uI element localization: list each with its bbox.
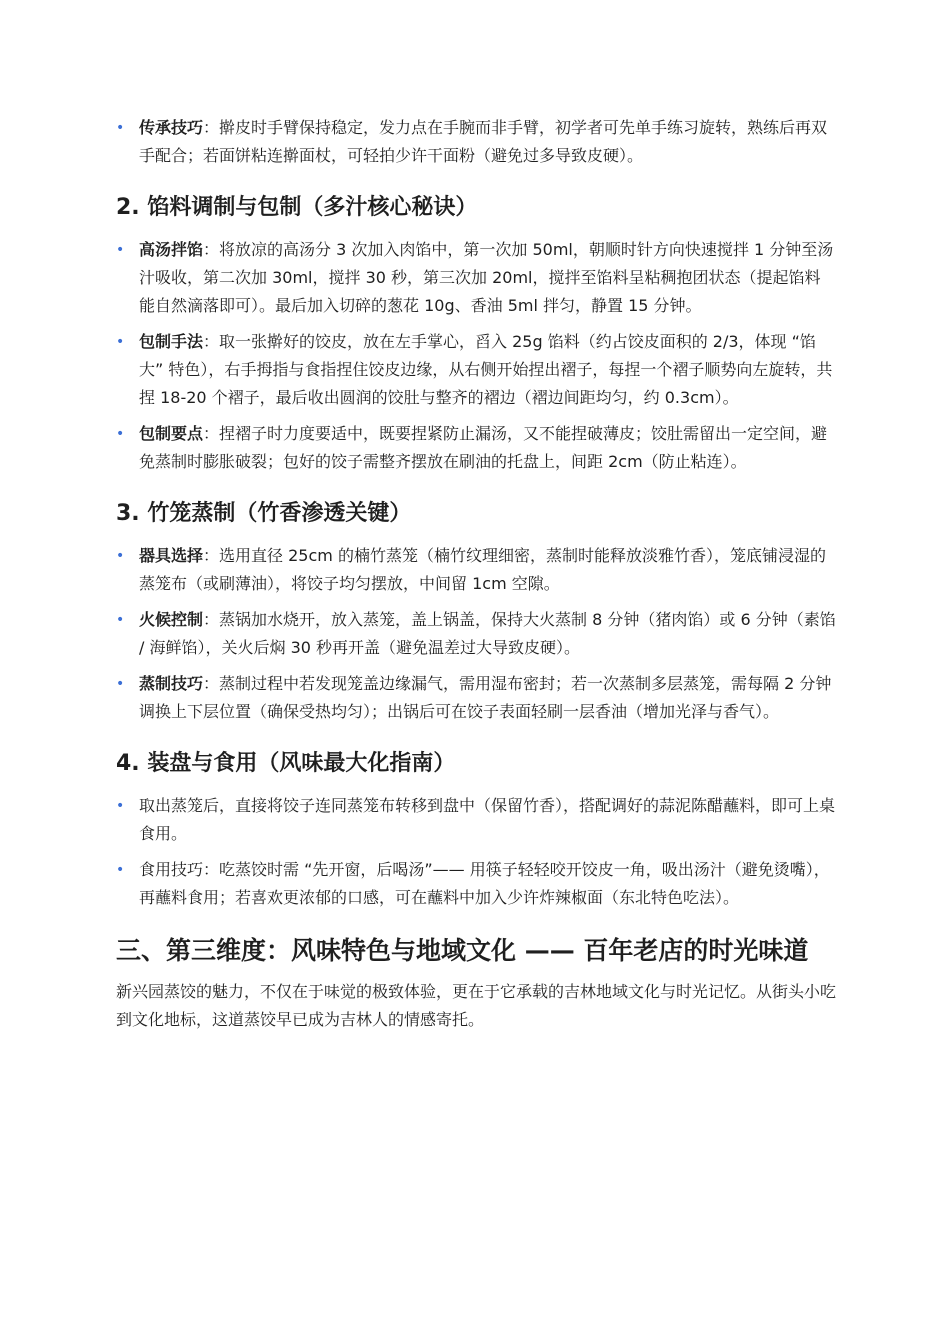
item-text: 蒸锅加水烧开，放入蒸笼，盖上锅盖，保持大火蒸制 8 分钟（猪肉馅）或 6 分钟（素馅 / 海鲜馅），关火后焖 30 秒再开盖（避免温差过大导致皮硬）。 [139, 610, 836, 657]
list-item: • 火候控制：蒸锅加水烧开，放入蒸笼，盖上锅盖，保持大火蒸制 8 分钟（猪肉馅）或 6 分钟（素馅 / 海鲜馅），关火后焖 30 秒再开盖（避免温差过大导致皮硬）。 [116, 606, 836, 662]
item-label: 火候控制 [139, 610, 204, 629]
section-1-tail-list [116, 114, 836, 170]
bullet-icon: • [116, 676, 125, 692]
chapter-heading: 三、第三维度：风味特色与地域文化 —— 百年老店的时光味道 [116, 936, 809, 965]
item-label: 包制手法 [139, 332, 204, 351]
item-label: 高汤拌馅 [139, 240, 204, 259]
chapter-intro-paragraph: 新兴园蒸饺的魅力，不仅在于味觉的极致体验，更在于它承载的吉林地域文化与时光记忆。从街头小吃到文化地标，这道蒸饺早已成为吉林人的情感寄托。 [116, 982, 837, 1029]
list-item: • 包制手法：取一张擀好的饺皮，放在左手掌心，舀入 25g 馅料（约占饺皮面积的 2/3，体现 “馅大” 特色），右手拇指与食指捏住饺皮边缘，从右侧开始捏出褶子，每捏一个褶子顺势向左旋转，共捏 18-20 个褶子，最后收出圆润的饺肚与整齐的褶边（褶边间距均匀，约 0.3cm）。 [116, 328, 836, 412]
steaming-list [116, 542, 836, 726]
list-item [116, 856, 836, 912]
list-item: • 包制要点：捏褶子时力度要适中，既要捏紧防止漏汤，又不能捏破薄皮；饺肚需留出一定空间，避免蒸制时膨胀破裂；包好的饺子需整齐摆放在刷油的托盘上，间距 2cm（防止粘连）。 [116, 420, 836, 476]
section-heading-serving: 4. 装盘与食用（风味最大化指南） [116, 751, 456, 776]
item-text: 食用技巧：吃蒸饺时需 “先开窗，后喝汤”—— 用筷子轻轻咬开饺皮一角，吸出汤汁（避免烫嘴），再蘸料食用；若喜欢更浓郁的口感，可在蘸料中加入少许炸辣椒面（东北特色吃法）。 [139, 860, 830, 907]
bullet-icon: • [116, 242, 125, 258]
section-heading-filling: 2. 馅料调制与包制（多汁核心秘诀） [116, 195, 478, 220]
bullet-icon: • [116, 798, 125, 814]
item-text: 选用直径 25cm 的楠竹蒸笼（楠竹纹理细密，蒸制时能释放淡雅竹香），笼底铺浸湿的蒸笼布（或刷薄油），将饺子均匀摆放，中间留 1cm 空隙。 [139, 546, 826, 593]
bullet-icon: • [116, 426, 125, 442]
item-label: 传承技巧 [139, 118, 204, 137]
list-item: • 高汤拌馅：将放凉的高汤分 3 次加入肉馅中，第一次加 50ml，朝顺时针方向快速搅拌 1 分钟至汤汁吸收，第二次加 30ml，搅拌 30 秒，第三次加 20ml，搅拌至馅料呈粘稠抱团状态（提起馅料能自然滴落即可）。最后加入切碎的葱花 10g、香油 5ml 拌匀，静置 15 分钟。 [116, 236, 836, 320]
bullet-icon: • [116, 862, 125, 878]
bullet-icon: • [116, 548, 125, 564]
bullet-icon: • [116, 120, 125, 136]
item-label: 包制要点 [139, 424, 204, 443]
filling-list [116, 236, 836, 476]
list-item: • 器具选择：选用直径 25cm 的楠竹蒸笼（楠竹纹理细密，蒸制时能释放淡雅竹香），笼底铺浸湿的蒸笼布（或刷薄油），将饺子均匀摆放，中间留 1cm 空隙。 [116, 542, 836, 598]
item-text: 取一张擀好的饺皮，放在左手掌心，舀入 25g 馅料（约占饺皮面积的 2/3，体现 “馅大” 特色），右手拇指与食指捏住饺皮边缘，从右侧开始捏出褶子，每捏一个褶子顺势向左旋转，共捏 18-20 个褶子，最后收出圆润的饺肚与整齐的褶边（褶边间距均匀，约 0.3cm）。 [139, 332, 833, 407]
bullet-icon: • [116, 334, 125, 350]
list-item [116, 792, 836, 848]
item-text: 蒸制过程中若发现笼盖边缘漏气，需用湿布密封；若一次蒸制多层蒸笼，需每隔 2 分钟调换上下层位置（确保受热均匀）；出锅后可在饺子表面轻刷一层香油（增加光泽与香气）。 [139, 674, 832, 721]
list-item: • 蒸制技巧：蒸制过程中若发现笼盖边缘漏气，需用湿布密封；若一次蒸制多层蒸笼，需每隔 2 分钟调换上下层位置（确保受热均匀）；出锅后可在饺子表面轻刷一层香油（增加光泽与香气）。 [116, 670, 836, 726]
item-label: 蒸制技巧 [139, 674, 204, 693]
item-text: 取出蒸笼后，直接将饺子连同蒸笼布转移到盘中（保留竹香），搭配调好的蒜泥陈醋蘸料，即可上桌食用。 [139, 796, 836, 843]
item-text: 捏褶子时力度要适中，既要捏紧防止漏汤，又不能捏破薄皮；饺肚需留出一定空间，避免蒸制时膨胀破裂；包好的饺子需整齐摆放在刷油的托盘上，间距 2cm（防止粘连）。 [139, 424, 828, 471]
item-text: 将放凉的高汤分 3 次加入肉馅中，第一次加 50ml，朝顺时针方向快速搅拌 1 分钟至汤汁吸收，第二次加 30ml，搅拌 30 秒，第三次加 20ml，搅拌至馅料呈粘稠抱团状态（提起馅料能自然滴落即可）。最后加入切碎的葱花 10g、香油 5ml 拌匀，静置 15 分钟。 [139, 240, 834, 315]
list-item: • 传承技巧：擀皮时手臂保持稳定，发力点在手腕而非手臂，初学者可先单手练习旋转，熟练后再双手配合；若面饼粘连擀面杖，可轻拍少许干面粉（避免过多导致皮硬）。 [116, 114, 836, 170]
item-text: 擀皮时手臂保持稳定，发力点在手腕而非手臂，初学者可先单手练习旋转，熟练后再双手配合；若面饼粘连擀面杖，可轻拍少许干面粉（避免过多导致皮硬）。 [139, 118, 828, 165]
serving-list [116, 792, 836, 912]
section-heading-steaming: 3. 竹笼蒸制（竹香渗透关键） [116, 501, 412, 526]
item-label: 器具选择 [139, 546, 204, 565]
bullet-icon: • [116, 612, 125, 628]
